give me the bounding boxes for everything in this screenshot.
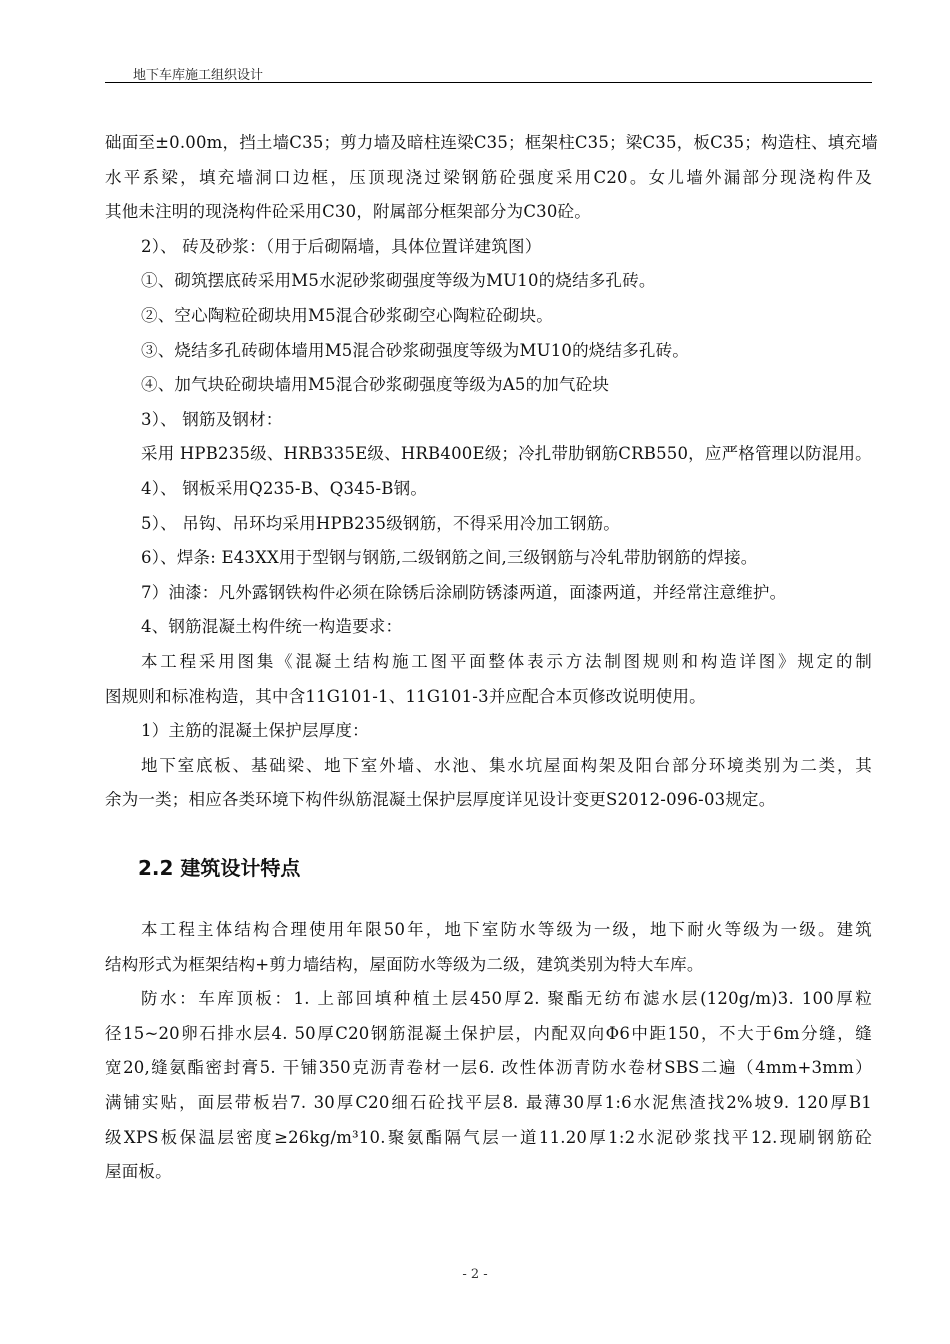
paragraph-line: ①、砌筑摆底砖采用M5水泥砂浆砌强度等级为MU10的烧结多孔砖。: [141, 271, 656, 291]
paragraph-line: ④、加气块砼砌块墙用M5混合砂浆砌强度等级为A5的加气砼块: [141, 375, 610, 395]
paragraph-line: 防水：车库顶板：1. 上部回填种植土层450厚2. 聚酯无纺布滤水层(120g/m)3. 100厚粒: [141, 989, 872, 1009]
page-number: - 2 -: [462, 1267, 488, 1282]
paragraph-line: 满铺实贴，面层带板岩7. 30厚C20细石砼找平层8. 最薄30厚1:6水泥焦渣找2%坡9. 120厚B1: [105, 1092, 872, 1112]
paragraph-line: 本工程采用图集《混凝土结构施工图平面整体表示方法制图规则和构造详图》规定的制: [141, 651, 872, 671]
paragraph-line: 水平系梁，填充墙洞口边框，压顶现浇过梁钢筋砼强度采用C20。女儿墙外漏部分现浇构件及: [105, 167, 872, 187]
paragraph-line: 采用 HPB235级、HRB335E级、HRB400E级；冷扎带肋钢筋CRB550，应严格管理以防混用。: [141, 444, 872, 464]
paragraph-line: 地下室底板、基础梁、地下室外墙、水池、集水坑屋面构架及阳台部分环境类别为二类，其: [141, 755, 872, 775]
paragraph-line: 1）主筋的混凝土保护层厚度：: [141, 721, 369, 741]
paragraph-line: 其他未注明的现浇构件砼采用C30，附属部分框架部分为C30砼。: [105, 202, 591, 222]
paragraph-line: 径15~20卵石排水层4. 50厚C20钢筋混凝土保护层，内配双向Φ6中距150，不大于6m分缝，缝: [105, 1023, 872, 1043]
paragraph-line: 础面至±0.00m，挡土墙C35；剪力墙及暗柱连梁C35；框架柱C35；梁C35，板C35；构造柱、填充墙: [105, 133, 878, 152]
paragraph-line: ②、空心陶粒砼砌块用M5混合砂浆砌空心陶粒砼砌块。: [141, 305, 553, 325]
paragraph-line: 4）、 钢板采用Q235-B、Q345-B钢。: [141, 478, 428, 498]
paragraph-line: 3）、 钢筋及钢材：: [141, 409, 283, 429]
paragraph-line: ③、烧结多孔砖砌体墙用M5混合砂浆砌强度等级为MU10的烧结多孔砖。: [141, 340, 689, 360]
paragraph-line: 7）油漆：凡外露钢铁构件必须在除锈后涂刷防锈漆两道，面漆两道，并经常注意维护。: [141, 582, 787, 602]
paragraph-line: 5）、 吊钩、吊环均采用HPB235级钢筋，不得采用冷加工钢筋。: [141, 513, 621, 533]
paragraph-line: 屋面板。: [105, 1162, 172, 1182]
section-2-body: [105, 913, 872, 1190]
section-1-body: [105, 126, 878, 818]
paragraph-line: 6）、焊条: E43XX用于型钢与钢筋,二级钢筋之间,三级钢筋与冷轧带肋钢筋的焊接。: [141, 548, 758, 568]
paragraph-line: 结构形式为框架结构+剪力墙结构，屋面防水等级为二级，建筑类别为特大车库。: [105, 954, 704, 974]
paragraph-line: 2）、 砖及砂浆：（用于后砌隔墙，具体位置详建筑图）: [141, 236, 542, 256]
paragraph-line: 图规则和标准构造，其中含11G101-1、11G101-3并应配合本页修改说明使用。: [105, 686, 706, 706]
header-divider: [105, 82, 872, 83]
paragraph-line: 本工程主体结构合理使用年限50年，地下室防水等级为一级，地下耐火等级为一级。建筑: [141, 920, 872, 939]
paragraph-line: 级XPS板保温层密度≥26kg/m³10.聚氨酯隔气层一道11.20厚1:2水泥砂浆找平12.现刷钢筋砼: [105, 1127, 872, 1147]
paragraph-line: 4、钢筋混凝土构件统一构造要求：: [141, 617, 403, 637]
paragraph-line: 余为一类；相应各类环境下构件纵筋混凝土保护层厚度详见设计变更S2012-096-03规定。: [105, 790, 776, 810]
paragraph-line: 宽20,缝氨酯密封膏5. 干铺350克沥青卷材一层6. 改性体沥青防水卷材SBS二遍（4mm+3mm）: [105, 1058, 872, 1078]
section-heading: 2.2 建筑设计特点: [138, 856, 301, 880]
running-header: 地下车库施工组织设计: [133, 68, 264, 83]
